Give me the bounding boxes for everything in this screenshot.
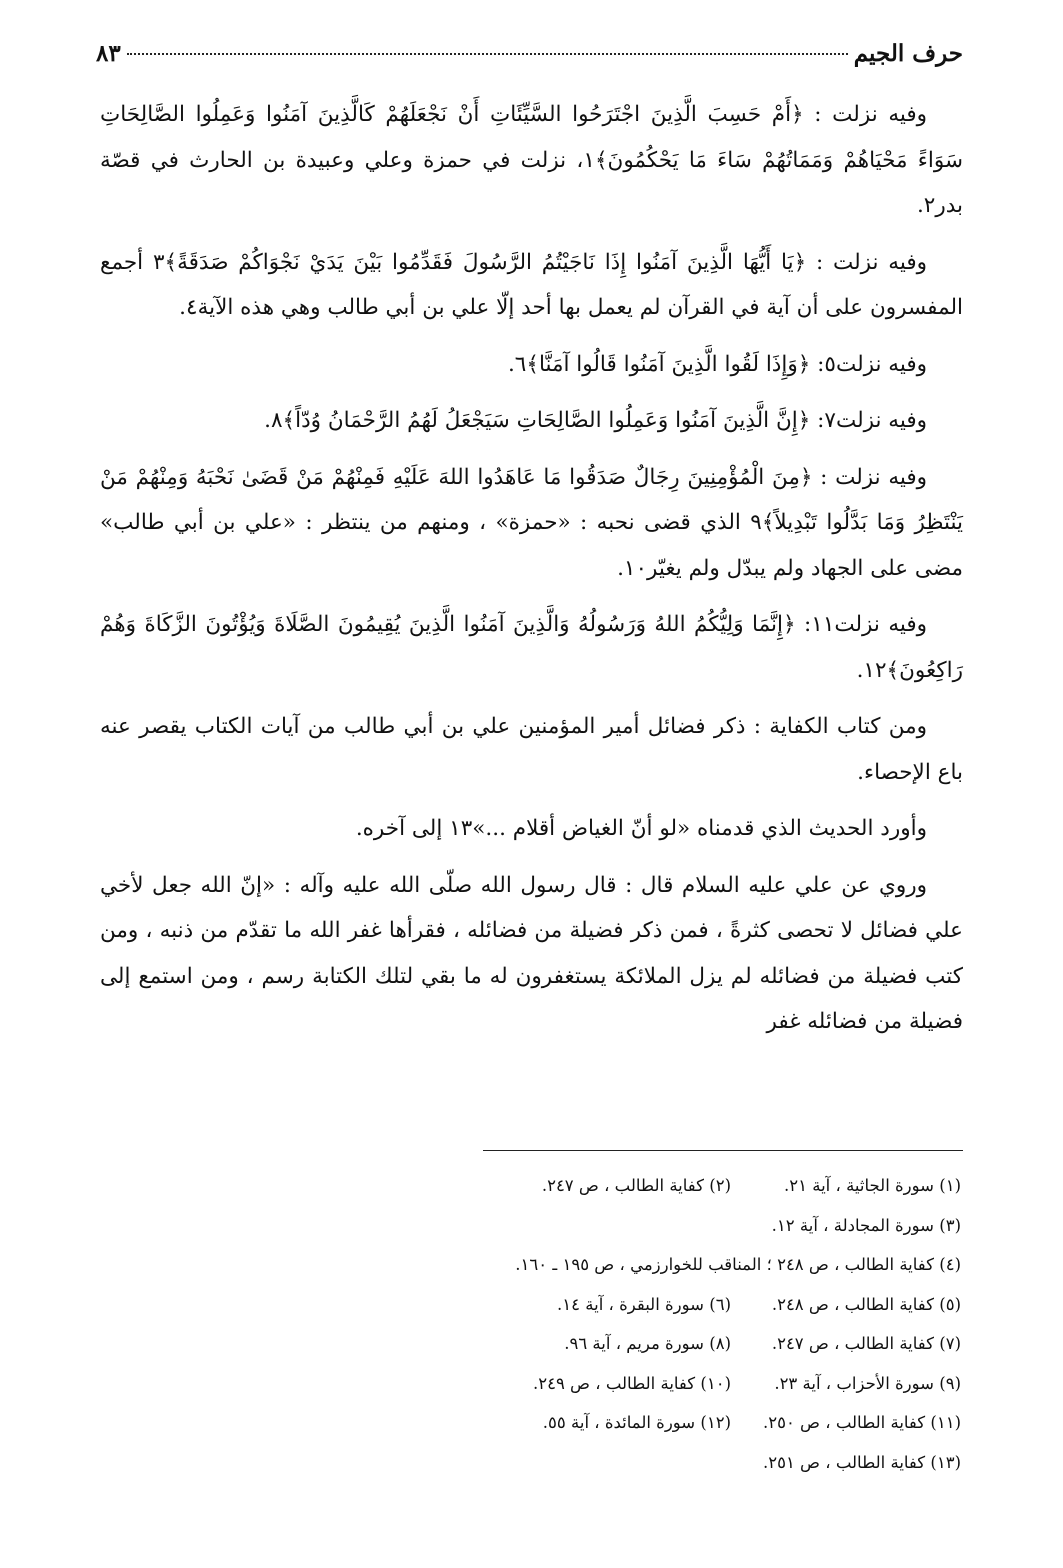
footnote-item: (١٢) سورة المائدة ، آية ٥٥. xyxy=(542,1413,731,1432)
running-title: حرف الجيم xyxy=(853,40,963,67)
paragraph: وفيه نزلت : ﴿يَا أَيُّهَا الَّذِينَ آمَنُوا إِذَا نَاجَيْتُمُ الرَّسُولَ فَقَدِّمُوا بَيْنَ يَدَيْ نَجْوَاكُمْ صَدَقَةً﴾٣ أجمع المفسرون على أن آية في القرآن لم يعمل بها أحد إلّا علي بن أبي طالب وهي هذه الآية٤. xyxy=(100,249,963,320)
footnote-item: (١٠) كفاية الطالب ، ص ٢٤٩. xyxy=(532,1373,731,1393)
footnote-row xyxy=(161,1403,961,1443)
paragraph: ومن كتاب الكفاية : ذكر فضائل أمير المؤمنين علي بن أبي طالب من آيات الكتاب يقصر عنه باع الإحصاء. xyxy=(100,714,963,785)
header-leader-dots xyxy=(127,53,848,55)
footnote-separator xyxy=(483,1150,963,1151)
footnote-item: (٩) سورة الأحزاب ، آية ٢٣. xyxy=(774,1373,961,1393)
paragraph: وفيه نزلت١١: ﴿إِنَّمَا وَلِيُّكُمُ اللهُ وَرَسُولُهُ وَالَّذِينَ آمَنُوا الَّذِينَ يُقِيمُونَ الصَّلَاةَ وَيُؤْتُونَ الزَّكَاةَ وَهُمْ رَاكِعُونَ﴾١٢. xyxy=(100,612,963,683)
page-header xyxy=(96,40,963,80)
footnote-row xyxy=(161,1245,961,1285)
footnote-row xyxy=(161,1443,961,1483)
footnote-item: (٥) كفاية الطالب ، ص ٢٤٨. xyxy=(771,1294,961,1314)
paragraph: وفيه نزلت٧: ﴿إِنَّ الَّذِينَ آمَنُوا وَعَمِلُوا الصَّالِحَاتِ سَيَجْعَلُ لَهُمُ الرَّحْمَانُ وُدّاً﴾٨. xyxy=(264,408,927,433)
paragraph: وفيه نزلت٥: ﴿وَإِذَا لَقُوا الَّذِينَ آمَنُوا قَالُوا آمَنَّا﴾٦. xyxy=(507,351,927,377)
footnote-item: (٢) كفاية الطالب ، ص ٢٤٧. xyxy=(541,1176,731,1195)
footnote-item: (٧) كفاية الطالب ، ص ٢٤٧. xyxy=(771,1334,961,1353)
footnote-item: (٦) سورة البقرة ، آية ١٤. xyxy=(557,1294,731,1314)
footnote-item: (١٣) كفاية الطالب ، ص ٢٥١. xyxy=(762,1452,961,1472)
paragraph: وفيه نزلت : ﴿مِنَ الْمُؤْمِنِينَ رِجَالٌ صَدَقُوا مَا عَاهَدُوا اللهَ عَلَيْهِ فَمِنْهُمْ مَنْ قَضَىٰ نَحْبَهُ وَمِنْهُمْ مَنْ يَنْتَظِرُ وَمَا بَدَّلُوا تَبْدِيلاً﴾٩ الذي قضى نحبه : «حمزة» ، ومنهم من ينتظر : «علي بن أبي طالب» مضى على الجهاد ولم يبدّل ولم يغيّر١٠. xyxy=(100,464,963,581)
footnotes xyxy=(161,1166,961,1482)
footnote-row xyxy=(161,1206,961,1246)
footnote-row xyxy=(161,1285,961,1325)
footnote-item: (١١) كفاية الطالب ، ص ٢٥٠. xyxy=(762,1413,961,1432)
footnote-item: (١) سورة الجاثية ، آية ٢١. xyxy=(784,1176,961,1195)
footnote-item: (٣) سورة المجادلة ، آية ١٢. xyxy=(771,1215,961,1235)
paragraph: وروي عن علي عليه السلام قال : قال رسول الله صلّى الله عليه وآله : «إنّ الله جعل لأخي علي فضائل لا تحصى كثرةً ، فمن ذكر فضيلة من فضائله ، فقرأها غفر الله ما تقدّم من ذنبه ، ومن كتب فضيلة من فضائله لم يزل الملائكة يستغفرون له ما بقي لتلك الكتابة رسم ، ومن استمع إلى فضيلة من فضائله غفر xyxy=(100,872,963,1034)
paragraph: وفيه نزلت : ﴿أَمْ حَسِبَ الَّذِينَ اجْتَرَحُوا السَّيِّئَاتِ أَنْ نَجْعَلَهُمْ كَالَّذِينَ آمَنُوا وَعَمِلُوا الصَّالِحَاتِ سَوَاءً مَحْيَاهُمْ وَمَمَاتُهُمْ سَاءَ مَا يَحْكُمُونَ﴾١، نزلت في حمزة وعلي وعبيدة بن الحارث في قصّة بدر٢. xyxy=(100,102,963,218)
footnote-item: (٤) كفاية الطالب ، ص ٢٤٨ ؛ المناقب للخوارزمي ، ص ١٩٥ ـ ١٦٠. xyxy=(515,1255,961,1274)
main-text xyxy=(100,92,963,1056)
footnote-row xyxy=(161,1324,961,1364)
page-number: ٨٣ xyxy=(96,40,121,67)
footnote-row xyxy=(161,1364,961,1404)
paragraph: وأورد الحديث الذي قدمناه «لو أنّ الغياض أقلام ...»١٣ إلى آخره. xyxy=(355,816,927,841)
footnote-row xyxy=(161,1166,961,1206)
footnote-item: (٨) سورة مريم ، آية ٩٦. xyxy=(564,1334,731,1353)
